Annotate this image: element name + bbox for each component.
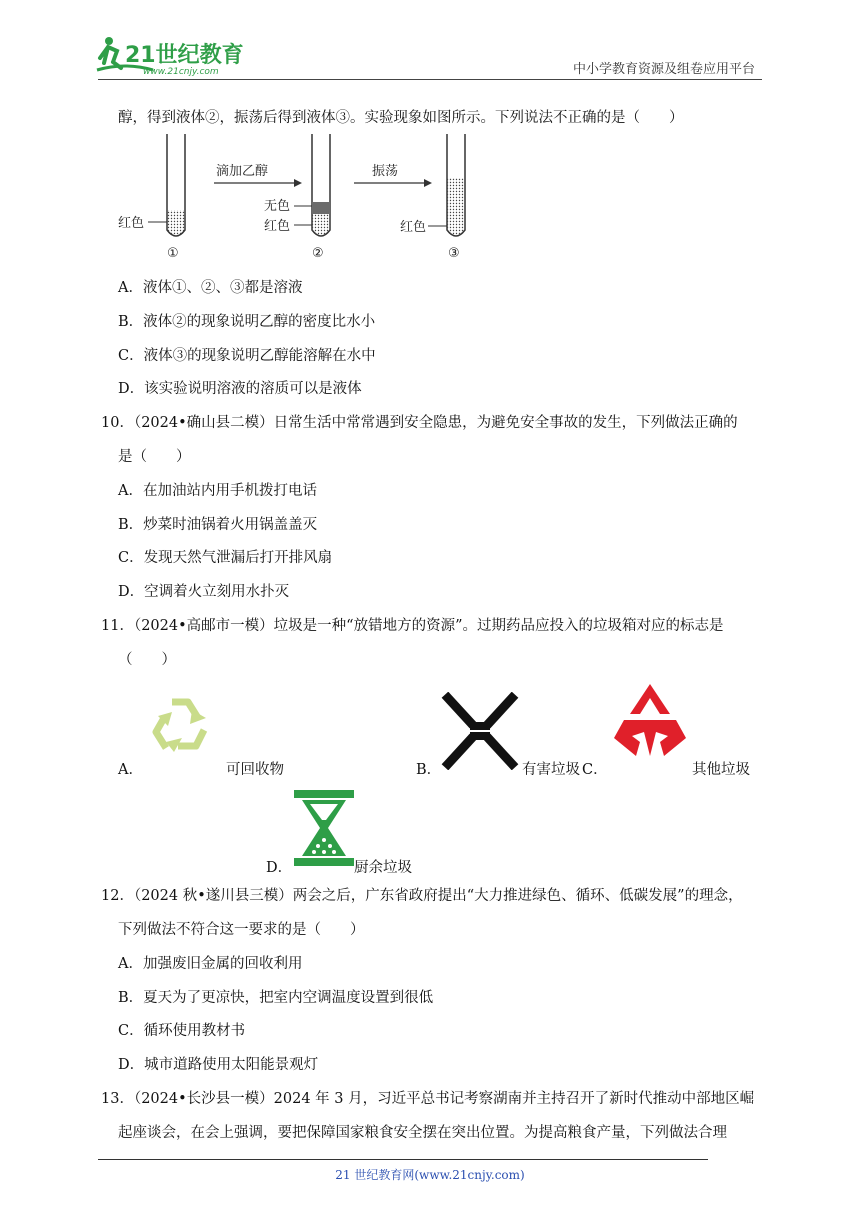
q10-option-a: A．在加油站内用手机拨打电话	[118, 483, 317, 499]
q11-option-a-letter: A．	[118, 762, 143, 778]
tube-2	[294, 134, 330, 236]
logo-text: 21世纪教育	[125, 43, 244, 68]
q12-stem-line2: 下列做法不符合这一要求的是（ ）	[118, 922, 365, 938]
q9-continuation: 醇，得到液体②，振荡后得到液体③。实验现象如图所示。下列说法不正确的是（ ）	[118, 110, 684, 126]
tube2-number: ②	[312, 246, 324, 261]
footer-site[interactable]: 21 世纪教育网(www.21cnjy.com)	[335, 1168, 525, 1182]
q9-option-b: B．液体②的现象说明乙醇的密度比水小	[118, 314, 376, 330]
tube1-number: ①	[167, 246, 179, 261]
footer-divider	[98, 1159, 708, 1160]
test-tube-figure	[110, 130, 490, 262]
q12-option-b: B．夏天为了更凉快，把室内空调温度设置到很低	[118, 990, 434, 1006]
q9-option-c: C．液体③的现象说明乙醇能溶解在水中	[118, 348, 376, 364]
q11-stem-line2: （ ）	[118, 652, 176, 668]
logo-url: www.21cnjy.com	[143, 67, 219, 77]
kitchen-waste-icon	[292, 788, 356, 868]
platform-name: 中小学教育资源及组卷应用平台	[572, 62, 755, 77]
q10-option-c: C．发现天然气泄漏后打开排风扇	[118, 550, 333, 566]
arrow2-label: 振荡	[372, 164, 399, 179]
q11-option-b-letter: B．	[416, 762, 442, 778]
q11-option-b-caption: 有害垃圾	[522, 762, 580, 778]
q12-option-a: A．加强废旧金属的回收利用	[118, 956, 303, 972]
arrow1-head	[294, 179, 302, 187]
tube2-red-label: 红色	[264, 219, 291, 234]
q10-stem-line2: 是（ ）	[118, 449, 191, 465]
q11-stem-line1: 11．（2024•高邮市一模）垃圾是一种“放错地方的资源”。过期药品应投入的垃圾箱对应的标志是	[101, 618, 724, 634]
q13-stem-line2: 起座谈会，在会上强调，要把保障国家粮食安全摆在突出位置。为提高粮食产量，下列做法合理	[118, 1125, 727, 1141]
q11-option-a-caption: 可回收物	[226, 762, 284, 778]
tube3-red-label: 红色	[400, 220, 427, 235]
q12-option-c: C．循环使用教材书	[118, 1023, 246, 1039]
q10-option-b: B．炒菜时油锅着火用锅盖盖灭	[118, 517, 318, 533]
site-logo	[95, 32, 255, 78]
q11-option-d-caption: 厨余垃圾	[354, 860, 412, 876]
q10-option-d: D．空调着火立刻用水扑灭	[118, 584, 290, 600]
arrow2-head	[424, 179, 432, 187]
q10-stem-line1: 10．（2024•确山县二模）日常生活中常常遇到安全隐患，为避免安全事故的发生，下列做法正确的	[101, 415, 738, 431]
q11-option-d-letter: D．	[266, 860, 293, 876]
q13-stem-line1: 13．（2024•长沙县一模）2024 年 3 月，习近平总书记考察湖南并主持召开了新时代推动中部地区崛	[101, 1091, 755, 1107]
q11-option-c-caption: 其他垃圾	[692, 762, 750, 778]
other-waste-icon	[610, 680, 690, 760]
q12-stem-line1: 12．（2024 秋•遂川县三模）两会之后，广东省政府提出“大力推进绿色、循环、低碳发展”的理念，	[101, 888, 743, 904]
tube1-red-label: 红色	[118, 216, 145, 231]
arrow1-label: 滴加乙醇	[216, 164, 269, 179]
tube-1	[148, 134, 185, 236]
tube-3	[428, 134, 465, 236]
header-divider	[98, 79, 762, 80]
tube3-number: ③	[448, 246, 460, 261]
recycle-icon	[144, 690, 224, 770]
tube2-colorless-label: 无色	[264, 199, 291, 214]
q9-option-d: D．该实验说明溶液的溶质可以是液体	[118, 381, 362, 397]
q11-option-c-letter: C．	[582, 762, 608, 778]
q12-option-d: D．城市道路使用太阳能景观灯	[118, 1057, 319, 1073]
q9-option-a: A．液体①、②、③都是溶液	[118, 280, 303, 296]
hazard-waste-icon	[440, 692, 520, 770]
